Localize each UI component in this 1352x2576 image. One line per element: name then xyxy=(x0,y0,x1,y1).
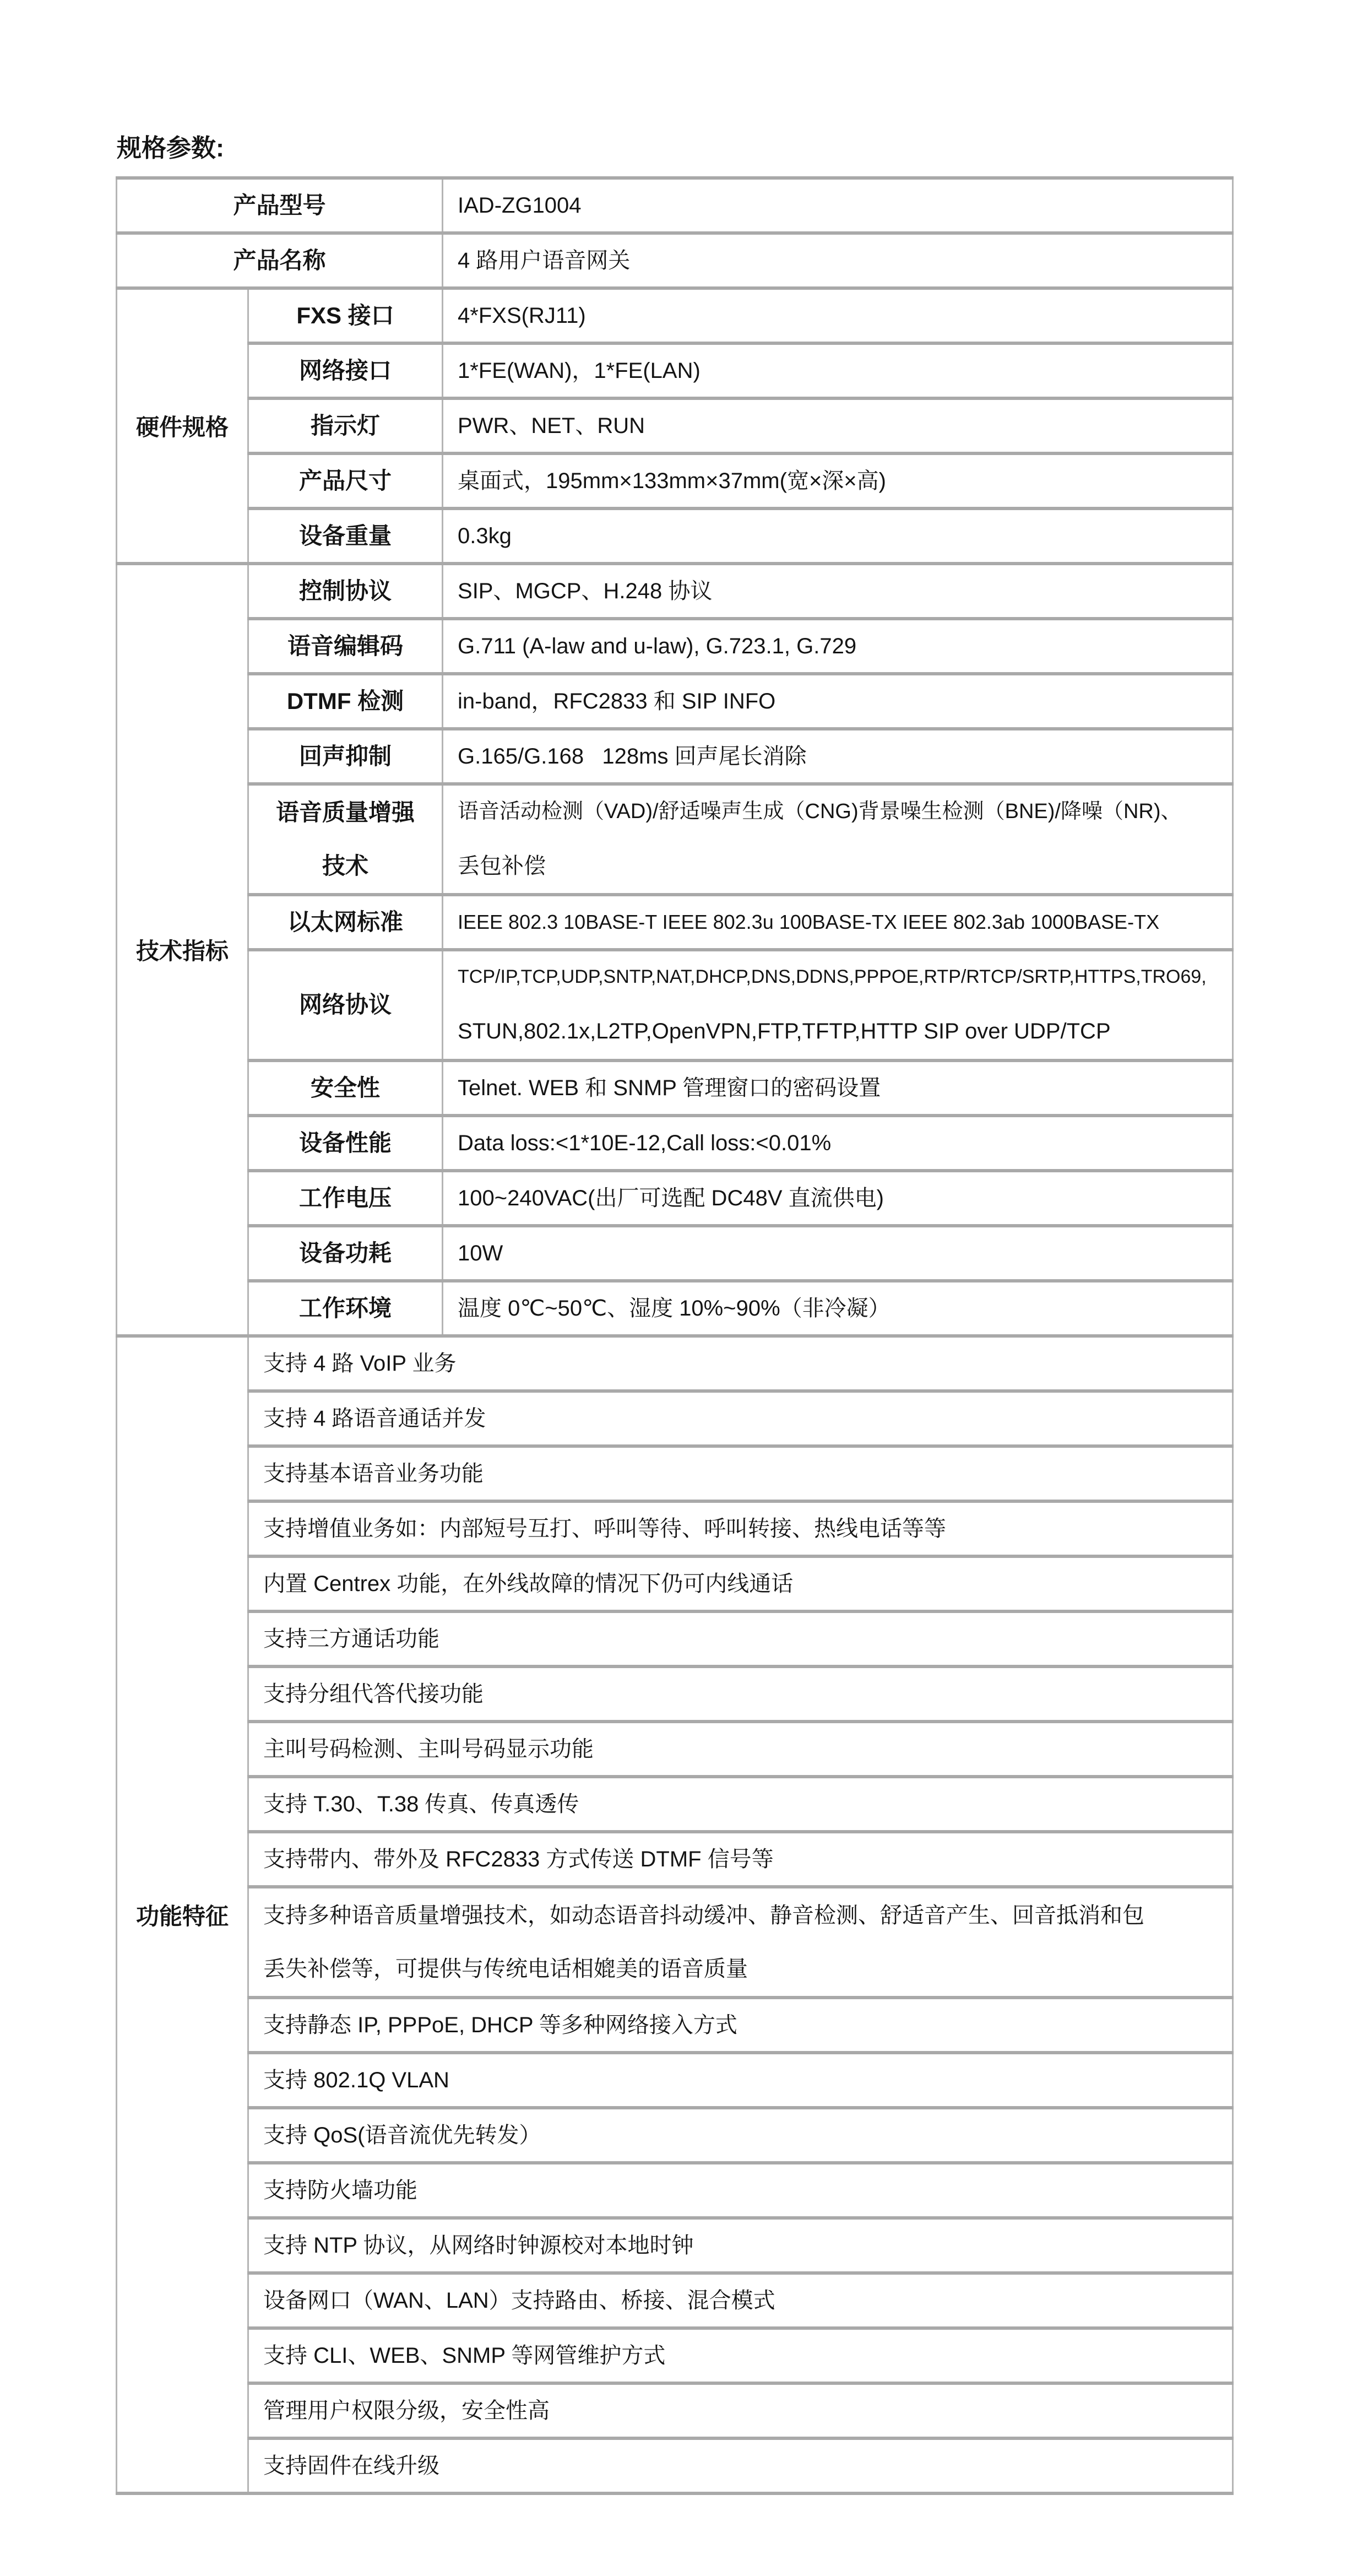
feature-line: 主叫号码检测、主叫号码显示功能 xyxy=(263,1737,594,1761)
cell-content xyxy=(249,1227,442,1279)
cell-content xyxy=(249,1448,1232,1500)
cell-content xyxy=(443,290,1232,342)
feature-cell xyxy=(248,1501,1233,1556)
feature-cell xyxy=(248,1446,1233,1501)
cell-content xyxy=(249,1558,1232,1610)
group-label-cell: 功能特征 xyxy=(117,1336,248,2493)
table-row xyxy=(117,1777,1233,1832)
table-row xyxy=(117,950,1233,1060)
feature-cell xyxy=(248,1611,1233,1666)
spec-label-cell xyxy=(248,398,443,453)
spec-label-cell xyxy=(248,895,443,950)
cell-content xyxy=(443,1227,1232,1279)
cell-content xyxy=(443,675,1232,727)
value-line: 0.3kg xyxy=(458,524,512,548)
cell-content xyxy=(249,2385,1232,2437)
table-row xyxy=(117,729,1233,784)
spec-label-cell xyxy=(248,1171,443,1226)
cell-content xyxy=(249,2275,1232,2326)
table-row xyxy=(117,2438,1233,2493)
cell-content xyxy=(249,675,442,727)
spec-value-cell xyxy=(443,508,1233,564)
cell-content xyxy=(443,400,1232,452)
cell-content xyxy=(249,2054,1232,2106)
value-line: SIP、MGCP、H.248 协议 xyxy=(458,579,713,603)
feature-cell xyxy=(248,1832,1233,1887)
cell-content xyxy=(249,2220,1232,2271)
value-line: 1*FE(WAN)，1*FE(LAN) xyxy=(458,359,701,383)
label-line: 设备性能 xyxy=(299,1129,392,1156)
cell-content xyxy=(249,565,442,617)
label-line: DTMF 检测 xyxy=(286,688,404,714)
cell-content xyxy=(117,235,442,286)
feature-line: 支持多种语音质量增强技术，如动态语音抖动缓冲、静音检测、舒适音产生、回音抵消和包 xyxy=(263,1903,1144,1928)
cell-content xyxy=(249,730,442,782)
cell-content xyxy=(443,1117,1232,1169)
value-line: 4 路用户语音网关 xyxy=(458,248,631,273)
table-row xyxy=(117,1116,1233,1171)
cell-content xyxy=(249,290,442,342)
feature-cell xyxy=(248,1887,1233,1998)
cell-content xyxy=(249,1723,1232,1775)
table-row xyxy=(117,1998,1233,2053)
label-line: 网络接口 xyxy=(299,357,392,383)
label-line: 回声抑制 xyxy=(299,743,392,769)
spec-label-cell xyxy=(248,619,443,674)
spec-value-cell xyxy=(443,729,1233,784)
feature-cell xyxy=(248,2108,1233,2163)
table-row xyxy=(117,288,1233,343)
value-line: 100~240VAC(出厂可选配 DC48V 直流供电) xyxy=(458,1186,884,1210)
cell-content xyxy=(249,620,442,672)
cell-content xyxy=(249,786,442,893)
label-line: 产品尺寸 xyxy=(299,467,392,494)
label-line: 技术 xyxy=(322,853,369,879)
label-line: 产品型号 xyxy=(233,192,326,218)
table-row xyxy=(117,2163,1233,2218)
table-row xyxy=(117,2328,1233,2383)
cell-content xyxy=(249,2330,1232,2382)
value-line: 桌面式，195mm×133mm×37mm(宽×深×高) xyxy=(458,469,886,493)
table-row xyxy=(117,1446,1233,1501)
feature-cell xyxy=(248,2163,1233,2218)
label-line: 以太网标准 xyxy=(287,908,404,935)
spec-label-cell xyxy=(248,1116,443,1171)
spec-value-cell xyxy=(443,1226,1233,1281)
spec-label-cell xyxy=(248,453,443,508)
spec-value-cell xyxy=(443,398,1233,453)
spec-label-cell xyxy=(248,1060,443,1116)
cell-content xyxy=(443,510,1232,562)
feature-line: 设备网口（WAN、LAN）支持路由、桥接、混合模式 xyxy=(263,2288,775,2313)
cell-content xyxy=(443,951,1232,1059)
table-row xyxy=(117,2108,1233,2163)
cell-content xyxy=(249,1282,442,1334)
feature-cell xyxy=(248,1777,1233,1832)
label-line: 产品名称 xyxy=(233,247,326,273)
label-line: 语音质量增强 xyxy=(276,799,415,825)
spec-label-cell xyxy=(248,508,443,564)
cell-content xyxy=(249,2164,1232,2216)
value-line: IAD-ZG1004 xyxy=(458,193,582,218)
feature-line: 支持三方通话功能 xyxy=(263,1627,439,1651)
label-line: 工作电压 xyxy=(299,1184,392,1211)
feature-line: 支持 4 路 VoIP 业务 xyxy=(263,1351,457,1376)
value-line: in-band，RFC2833 和 SIP INFO xyxy=(458,689,776,713)
product-value-cell xyxy=(443,233,1233,288)
label-line: 设备重量 xyxy=(299,522,392,549)
table-row xyxy=(117,1832,1233,1887)
spec-label-cell xyxy=(248,1226,443,1281)
cell-content xyxy=(249,1888,1232,1996)
cell-content xyxy=(443,345,1232,397)
cell-content xyxy=(443,455,1232,507)
spec-value-cell xyxy=(443,619,1233,674)
feature-line: 支持分组代答代接功能 xyxy=(263,1682,484,1706)
table-row xyxy=(117,895,1233,950)
feature-cell xyxy=(248,2328,1233,2383)
feature-cell xyxy=(248,2383,1233,2438)
cell-content xyxy=(249,1999,1232,2051)
feature-line: 支持带内、带外及 RFC2833 方式传送 DTMF 信号等 xyxy=(263,1847,774,1871)
label-line: 控制协议 xyxy=(299,577,392,604)
feature-cell xyxy=(248,2273,1233,2328)
feature-line: 支持固件在线升级 xyxy=(263,2454,439,2478)
spec-label-cell xyxy=(248,564,443,619)
value-line: STUN,802.1x,L2TP,OpenVPN,FTP,TFTP,HTTP SIP over UDP/TCP xyxy=(458,1019,1111,1043)
value-line: Data loss:<1*10E-12,Call loss:<0.01% xyxy=(458,1131,832,1155)
cell-content xyxy=(249,2109,1232,2161)
label-line: 设备功耗 xyxy=(299,1240,392,1266)
spec-value-cell xyxy=(443,950,1233,1060)
cell-content xyxy=(249,1172,442,1224)
cell-content xyxy=(249,510,442,562)
feature-line: 支持基本语音业务功能 xyxy=(263,1462,484,1486)
feature-line: 支持 NTP 协议，从网络时钟源校对本地时钟 xyxy=(263,2233,694,2258)
spec-value-cell xyxy=(443,674,1233,729)
spec-value-cell xyxy=(443,453,1233,508)
table-row xyxy=(117,2383,1233,2438)
feature-cell xyxy=(248,2053,1233,2108)
cell-content xyxy=(249,2440,1232,2492)
value-line: 10W xyxy=(458,1241,503,1265)
spec-label-cell xyxy=(248,674,443,729)
feature-line: 管理用户权限分级，安全性高 xyxy=(263,2399,550,2423)
cell-content xyxy=(443,565,1232,617)
spec-label-cell xyxy=(248,950,443,1060)
feature-cell xyxy=(248,2438,1233,2493)
spec-value-cell xyxy=(443,784,1233,895)
spec-table-body xyxy=(117,178,1233,2493)
label-line: 指示灯 xyxy=(311,412,381,439)
table-row xyxy=(117,1060,1233,1116)
feature-cell xyxy=(248,2218,1233,2273)
page-title: 规格参数: xyxy=(117,134,224,162)
spec-value-cell xyxy=(443,1116,1233,1171)
feature-line: 丢失补偿等，可提供与传统电话相媲美的语音质量 xyxy=(263,1957,748,1982)
table-row xyxy=(117,1887,1233,1998)
value-line: TCP/IP,TCP,UDP,SNTP,NAT,DHCP,DNS,DDNS,PPPOE,RTP/RTCP/SRTP,HTTPS,TRO69, xyxy=(458,966,1207,988)
cell-content xyxy=(443,786,1232,893)
table-row xyxy=(117,2053,1233,2108)
group-label-cell: 技术指标 xyxy=(117,564,248,1336)
feature-line: 支持 QoS(语音流优先转发） xyxy=(263,2123,541,2147)
value-line: 4*FXS(RJ11) xyxy=(458,304,586,328)
group-label-cell: 硬件规格 xyxy=(117,288,248,564)
spec-label-cell xyxy=(248,729,443,784)
table-row xyxy=(117,1171,1233,1226)
value-line: IEEE 802.3 10BASE-T IEEE 802.3u 100BASE-TX IEEE 802.3ab 1000BASE-TX xyxy=(458,911,1160,934)
label-line: 网络协议 xyxy=(299,992,392,1018)
spec-value-cell xyxy=(443,895,1233,950)
cell-content xyxy=(443,896,1232,948)
table-row xyxy=(117,1722,1233,1777)
feature-line: 支持 CLI、WEB、SNMP 等网管维护方式 xyxy=(263,2344,666,2368)
table-row xyxy=(117,1336,1233,1391)
spec-label-cell xyxy=(248,784,443,895)
feature-cell xyxy=(248,1336,1233,1391)
spec-value-cell xyxy=(443,288,1233,343)
value-line: G.165/G.168 128ms 回声尾长消除 xyxy=(458,744,807,769)
table-row xyxy=(117,398,1233,453)
cell-content xyxy=(249,1778,1232,1830)
label-line: FXS 接口 xyxy=(296,302,394,328)
cell-content xyxy=(249,1062,442,1114)
feature-line: 内置 Centrex 功能，在外线故障的情况下仍可内线通话 xyxy=(263,1572,794,1596)
table-row xyxy=(117,1611,1233,1666)
cell-content xyxy=(443,1062,1232,1114)
cell-content xyxy=(249,1668,1232,1720)
feature-line: 支持防火墙功能 xyxy=(263,2178,417,2202)
feature-cell xyxy=(248,1556,1233,1611)
product-label-cell xyxy=(117,233,443,288)
table-row xyxy=(117,2218,1233,2273)
table-row xyxy=(117,1391,1233,1446)
cell-content xyxy=(249,1503,1232,1555)
feature-line: 支持增值业务如：内部短号互打、呼叫等待、呼叫转接、热线电话等等 xyxy=(263,1517,946,1541)
value-line: Telnet. WEB 和 SNMP 管理窗口的密码设置 xyxy=(458,1076,881,1100)
cell-content xyxy=(443,620,1232,672)
table-row xyxy=(117,564,1233,619)
cell-content xyxy=(117,180,442,231)
table-row xyxy=(117,178,1233,233)
cell-content xyxy=(249,455,442,507)
spec-value-cell xyxy=(443,1171,1233,1226)
table-row xyxy=(117,784,1233,895)
spec-value-cell xyxy=(443,564,1233,619)
feature-line: 支持 T.30、T.38 传真、传真透传 xyxy=(263,1792,579,1816)
table-row xyxy=(117,1556,1233,1611)
value-line: 温度 0℃~50℃、湿度 10%~90%（非冷凝） xyxy=(458,1296,891,1321)
value-line: 丢包补偿 xyxy=(458,853,546,878)
spec-label-cell xyxy=(248,1281,443,1336)
cell-content xyxy=(249,1833,1232,1885)
feature-cell xyxy=(248,1666,1233,1722)
table-row xyxy=(117,1501,1233,1556)
table-row xyxy=(117,233,1233,288)
feature-line: 支持 802.1Q VLAN xyxy=(263,2068,449,2092)
feature-line: 支持 4 路语音通话并发 xyxy=(263,1406,486,1431)
table-row xyxy=(117,453,1233,508)
cell-content xyxy=(249,951,442,1059)
cell-content xyxy=(249,345,442,397)
spec-value-cell xyxy=(443,343,1233,398)
table-row xyxy=(117,1666,1233,1722)
spec-label-cell xyxy=(248,288,443,343)
value-line: 语音活动检测（VAD)/舒适噪声生成（CNG)背景噪生检测（BNE)/降噪（NR)、 xyxy=(458,800,1182,824)
cell-content xyxy=(443,180,1232,231)
table-row xyxy=(117,1226,1233,1281)
value-line: PWR、NET、RUN xyxy=(458,414,645,438)
product-label-cell xyxy=(117,178,443,233)
feature-cell xyxy=(248,1998,1233,2053)
label-line: 工作环境 xyxy=(299,1295,392,1321)
table-row xyxy=(117,2273,1233,2328)
table-row xyxy=(117,343,1233,398)
cell-content xyxy=(249,1117,442,1169)
table-row xyxy=(117,1281,1233,1336)
table-row xyxy=(117,619,1233,674)
cell-content xyxy=(249,400,442,452)
spec-value-cell xyxy=(443,1060,1233,1116)
feature-cell xyxy=(248,1391,1233,1446)
label-line: 安全性 xyxy=(311,1074,381,1101)
cell-content xyxy=(443,1172,1232,1224)
spec-table xyxy=(116,176,1234,2495)
value-line: G.711 (A-law and u-law), G.723.1, G.729 xyxy=(458,634,857,658)
cell-content xyxy=(249,1338,1232,1389)
feature-cell xyxy=(248,1722,1233,1777)
label-line: 语音编辑码 xyxy=(287,632,404,659)
cell-content xyxy=(249,896,442,948)
cell-content xyxy=(443,235,1232,286)
table-row xyxy=(117,674,1233,729)
table-row xyxy=(117,508,1233,564)
cell-content xyxy=(443,730,1232,782)
spec-value-cell xyxy=(443,1281,1233,1336)
feature-line: 支持静态 IP, PPPoE, DHCP 等多种网络接入方式 xyxy=(263,2013,737,2037)
cell-content xyxy=(249,1393,1232,1444)
cell-content xyxy=(249,1613,1232,1665)
spec-label-cell xyxy=(248,343,443,398)
product-value-cell xyxy=(443,178,1233,233)
cell-content xyxy=(443,1282,1232,1334)
